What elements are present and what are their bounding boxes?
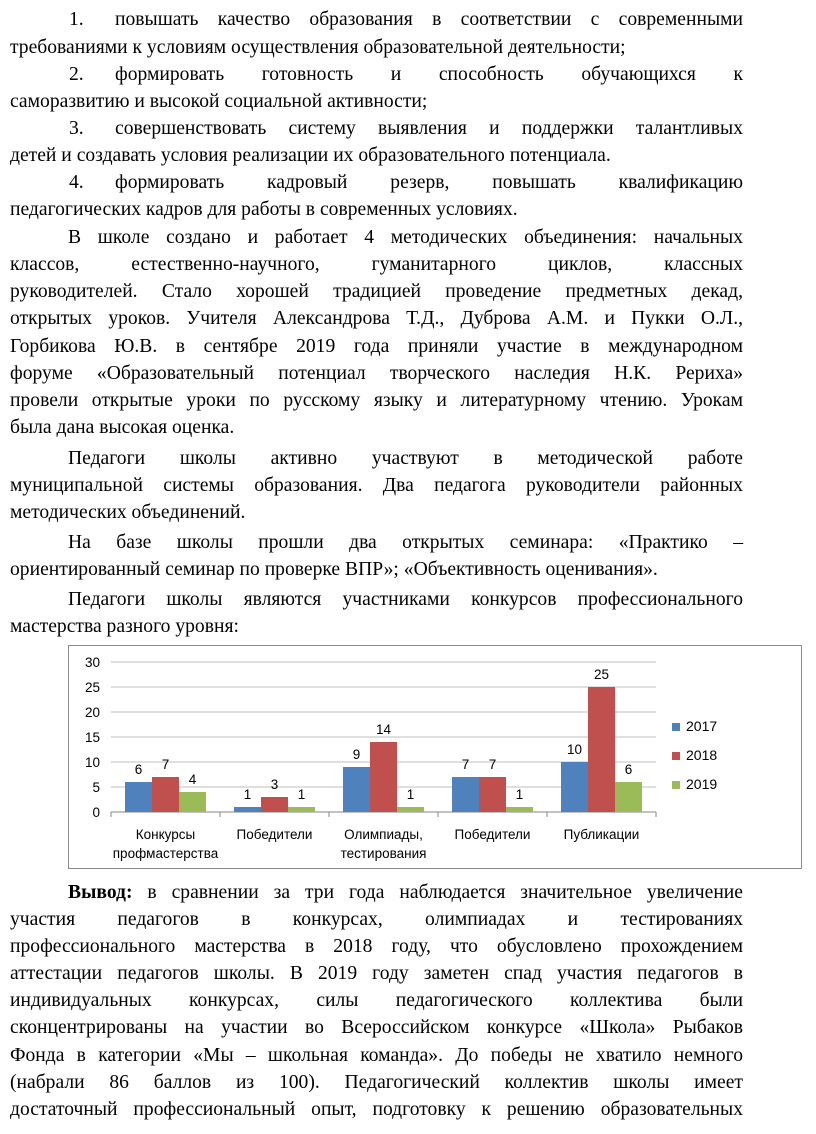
x-category-label: профмастерства bbox=[112, 846, 219, 861]
goal-3-number: 3. bbox=[69, 118, 84, 139]
conclusion-line-4: аттестации педагогов школы. В 2019 году заметен спад участия педагогов в bbox=[10, 963, 743, 984]
y-tick-label: 25 bbox=[84, 680, 100, 695]
data-label: 3 bbox=[270, 777, 279, 792]
x-category-label: Публикации bbox=[563, 827, 640, 842]
associations-line-5: Горбикова Ю.В. в сентябре 2019 года приняли участие в международном bbox=[10, 336, 743, 357]
goal-3-line-1 bbox=[69, 116, 743, 142]
y-tick-label: 5 bbox=[92, 780, 100, 795]
bar-2018 bbox=[261, 797, 288, 812]
associations-line-7: провели открытые уроки по русскому языку и литературному чтению. Урокам bbox=[10, 390, 743, 411]
legend-label: 2018 bbox=[686, 747, 718, 763]
data-label: 6 bbox=[624, 762, 633, 777]
associations-line-8: была дана высокая оценка. bbox=[10, 417, 235, 438]
bar-2019 bbox=[288, 807, 315, 812]
goal-1-line-1 bbox=[69, 7, 743, 33]
goal-4-line-2: педагогических кадров для работы в современных условиях. bbox=[10, 199, 518, 220]
legend-item bbox=[672, 775, 782, 795]
bar-2018 bbox=[479, 777, 506, 812]
data-label: 25 bbox=[593, 667, 610, 682]
bar-2017 bbox=[125, 782, 152, 812]
goal-2-line-2: саморазвитию и высокой социальной активности; bbox=[10, 91, 428, 112]
x-category-label: Победители bbox=[454, 827, 531, 842]
contests-line-2: мастерства разного уровня: bbox=[10, 616, 239, 637]
associations-line-4: открытых уроков. Учителя Александрова Т.Д., Дуброва А.М. и Пукки О.Л., bbox=[10, 308, 743, 329]
bar-2018 bbox=[152, 777, 179, 812]
legend-label: 2017 bbox=[686, 718, 718, 734]
associations-line-6: форуме «Образовательный потенциал творческого наследия Н.К. Рериха» bbox=[10, 363, 743, 384]
x-category-label: Олимпиады, bbox=[344, 827, 423, 842]
bar-2019 bbox=[615, 782, 642, 812]
data-label: 9 bbox=[352, 747, 361, 762]
bar-2017 bbox=[343, 767, 370, 812]
municipal-line-3: методических объединений. bbox=[10, 502, 246, 523]
goal-1-text: повышать качество образования в соответствии с современными bbox=[115, 9, 743, 30]
y-tick-label: 20 bbox=[84, 705, 100, 720]
conclusion-line-5: индивидуальных конкурсах, силы педагогического коллектива были bbox=[10, 990, 743, 1011]
municipal-line-2: муниципальной системы образования. Два педагога руководители районных bbox=[10, 475, 743, 496]
conclusion-line-6: сконцентрированы на участии во Всероссийском конкурсе «Школа» Рыбаков bbox=[10, 1017, 743, 1038]
conclusion-line-2: участия педагогов в конкурсах, олимпиадах и тестированиях bbox=[10, 909, 743, 930]
data-label: 1 bbox=[243, 787, 252, 802]
municipal-line-1: Педагоги школы активно участвуют в методической работе bbox=[68, 448, 743, 469]
conclusion-line-8: (набрали 86 баллов из 100). Педагогический коллектив школы имеет bbox=[10, 1072, 743, 1093]
x-category-label: тестирования bbox=[340, 846, 427, 861]
conclusion-line-1 bbox=[68, 880, 743, 906]
bar-2017 bbox=[452, 777, 479, 812]
goal-2-number: 2. bbox=[69, 64, 84, 85]
data-label: 7 bbox=[488, 757, 497, 772]
seminars-line-1: На базе школы прошли два открытых семинара: «Практико – bbox=[68, 532, 743, 553]
goal-2-text: формировать готовность и способность обучающихся к bbox=[115, 64, 743, 85]
legend-item bbox=[672, 746, 782, 766]
goal-4-line-1 bbox=[69, 170, 743, 196]
bar-2017 bbox=[561, 762, 588, 812]
bar-2018 bbox=[370, 742, 397, 812]
goal-4-text: формировать кадровый резерв, повышать квалификацию bbox=[115, 172, 743, 193]
data-label: 4 bbox=[188, 772, 197, 787]
bar-2019 bbox=[179, 792, 206, 812]
bar-2018 bbox=[588, 687, 615, 812]
conclusion-first-text: в сравнении за три года наблюдается значительное увеличение bbox=[132, 882, 743, 903]
data-label: 6 bbox=[134, 762, 143, 777]
y-tick-label: 30 bbox=[84, 655, 100, 670]
goal-1-number: 1. bbox=[69, 9, 84, 30]
conclusion-line-9: достаточный профессиональный опыт, подготовку к решению образовательных bbox=[10, 1099, 743, 1120]
bar-2019 bbox=[397, 807, 424, 812]
y-tick-label: 10 bbox=[84, 755, 100, 770]
data-label: 14 bbox=[375, 722, 392, 737]
legend-swatch bbox=[672, 723, 680, 731]
associations-line-1: В школе создано и работает 4 методических объединения: начальных bbox=[68, 227, 743, 248]
seminars-line-2: ориентированный семинар по проверке ВПР»; «Объективность оценивания». bbox=[10, 559, 658, 580]
y-tick-label: 0 bbox=[92, 805, 100, 820]
goal-2-line-1 bbox=[69, 62, 743, 88]
data-label: 1 bbox=[297, 787, 306, 802]
goal-3-text: совершенствовать систему выявления и поддержки талантливых bbox=[115, 118, 743, 139]
data-label: 7 bbox=[161, 757, 170, 772]
x-category-label: Победители bbox=[236, 827, 313, 842]
bar-2017 bbox=[234, 807, 261, 812]
data-label: 1 bbox=[515, 787, 524, 802]
data-label: 10 bbox=[566, 742, 583, 757]
conclusion-label: Вывод: bbox=[68, 882, 133, 903]
data-label: 1 bbox=[406, 787, 415, 802]
bar-2019 bbox=[506, 807, 533, 812]
legend-swatch bbox=[672, 781, 680, 789]
legend-label: 2019 bbox=[686, 776, 718, 792]
x-category-label: Конкурсы bbox=[135, 827, 196, 842]
data-label: 7 bbox=[461, 757, 470, 772]
associations-line-2: классов, естественно-научного, гуманитарного циклов, классных bbox=[10, 254, 743, 275]
legend-item bbox=[672, 717, 782, 737]
associations-line-3: руководителей. Стало хорошей традицией проведение предметных декад, bbox=[10, 281, 743, 302]
conclusion-line-3: профессионального мастерства в 2018 году, что обусловлено прохождением bbox=[10, 936, 743, 957]
goal-1-line-2: требованиями к условиям осуществления образовательной деятельности; bbox=[10, 37, 626, 58]
conclusion-line-7: Фонда в категории «Мы – школьная команда». До победы не хватило немного bbox=[10, 1045, 743, 1066]
goal-4-number: 4. bbox=[69, 172, 84, 193]
contests-line-1: Педагоги школы являются участниками конкурсов профессионального bbox=[68, 589, 743, 610]
legend-swatch bbox=[672, 752, 680, 760]
y-tick-label: 15 bbox=[84, 730, 100, 745]
goal-3-line-2: детей и создавать условия реализации их образовательного потенциала. bbox=[10, 145, 611, 166]
